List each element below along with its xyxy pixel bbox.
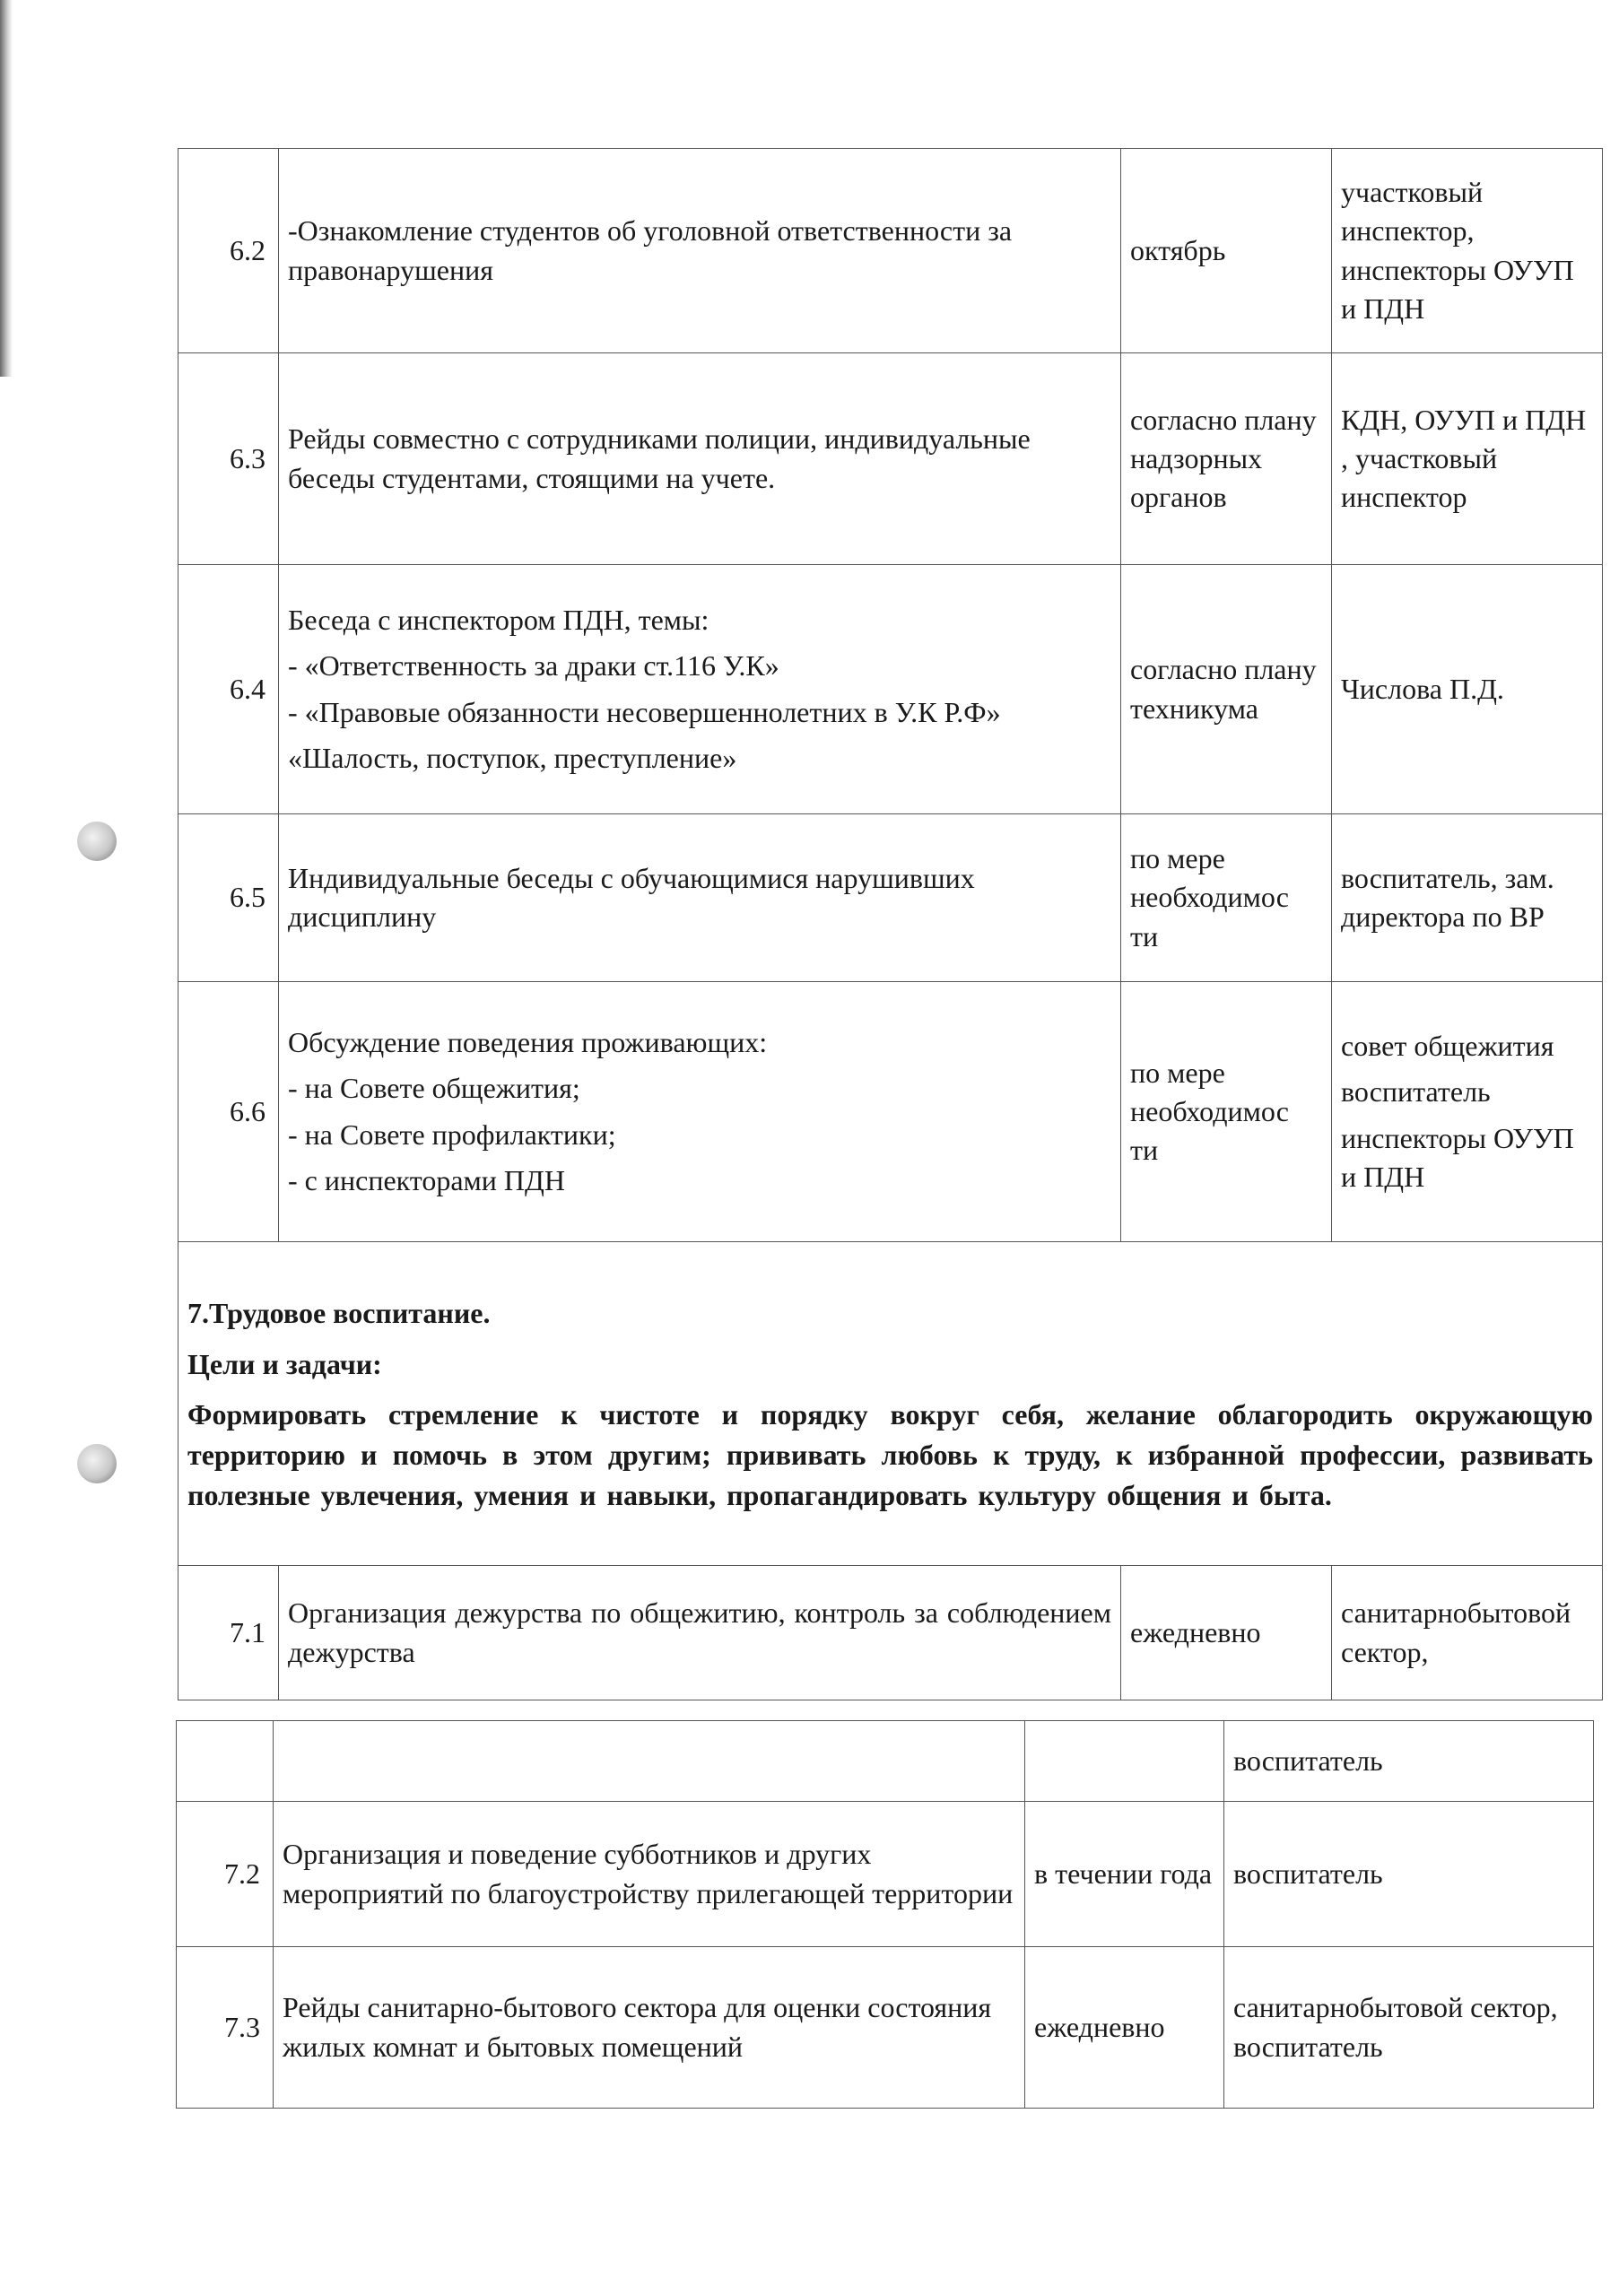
plan-table-bottom <box>176 1720 1594 2109</box>
period-cell <box>1025 1947 1224 2109</box>
responsible-cell <box>1332 353 1603 565</box>
responsible-cell <box>1332 565 1603 814</box>
responsible-line: воспитатель, зам. директора по ВР <box>1341 861 1554 933</box>
table-row <box>178 149 1603 353</box>
table-row <box>177 1802 1594 1947</box>
activity-cell <box>274 1802 1025 1947</box>
activity-line: Рейды санитарно-бытового сектора для оценки состояния жилых комнат и бытовых помещений <box>283 1991 992 2063</box>
responsible-cell <box>1224 1721 1594 1802</box>
activity-line: -Ознакомление студентов об уголовной ответственности за правонарушения <box>288 214 1013 286</box>
period-line: по мере необходимос ти <box>1130 1056 1289 1167</box>
row-number <box>177 1721 274 1802</box>
activity-line: - на Совете профилактики; <box>288 1118 616 1151</box>
activity-line: Обсуждение поведения проживающих: <box>288 1026 768 1059</box>
plan-table-top <box>178 148 1603 1700</box>
activity-line: Организация и поведение субботников и других мероприятий по благоустройству прилегающей территории <box>283 1838 1014 1909</box>
table-row <box>177 1947 1594 2109</box>
activity-line: Рейды совместно с сотрудниками полиции, индивидуальные беседы студентами, стоящими на учете. <box>288 422 1031 494</box>
row-number: 7.1 <box>178 1566 279 1700</box>
activity-cell <box>274 1721 1025 1802</box>
section-title: 7.Трудовое воспитание. <box>187 1296 491 1329</box>
activity-cell <box>279 982 1121 1242</box>
table-row <box>177 1721 1594 1802</box>
table-row <box>178 565 1603 814</box>
row-number: 6.5 <box>178 814 279 982</box>
responsible-cell: санитарнобытовой сектор, <box>1332 1566 1603 1700</box>
activity-cell <box>279 353 1121 565</box>
period-cell <box>1025 1802 1224 1947</box>
responsible-cell <box>1224 1802 1594 1947</box>
table-row <box>178 353 1603 565</box>
activity-line: Индивидуальные беседы с обучающимися нарушивших дисциплину <box>288 861 975 933</box>
scan-shadow-edge <box>0 0 13 377</box>
table-row <box>178 982 1603 1242</box>
activity-cell: Организация дежурства по общежитию, контроль за соблюдением дежурства <box>279 1566 1121 1700</box>
activity-line: Беседа с инспектором ПДН, темы: <box>288 604 709 637</box>
period-cell <box>1121 353 1332 565</box>
activity-line: - «Правовые обязанности несовершеннолетних в У.К Р.Ф» <box>288 695 1001 728</box>
period-cell <box>1121 814 1332 982</box>
period-line: октябрь <box>1130 233 1226 266</box>
activity-cell <box>274 1947 1025 2109</box>
period-line: ежедневно <box>1034 2010 1165 2043</box>
row-number: 6.4 <box>178 565 279 814</box>
period-line: согласно плану техникума <box>1130 653 1317 725</box>
period-cell <box>1121 565 1332 814</box>
activity-line: «Шалость, поступок, преступление» <box>288 741 737 774</box>
punch-hole <box>77 1444 117 1483</box>
responsible-line: воспитатель <box>1233 1744 1383 1777</box>
section-7-header-row <box>178 1242 1603 1566</box>
table-row <box>178 1566 1603 1700</box>
period-line: по мере необходимос ти <box>1130 842 1289 952</box>
row-number: 7.2 <box>177 1802 274 1947</box>
activity-line: - на Совете общежития; <box>288 1072 580 1105</box>
period-line: в течении года <box>1034 1857 1213 1890</box>
section-7-cell <box>178 1242 1603 1566</box>
responsible-cell <box>1224 1947 1594 2109</box>
section-subtitle: Цели и задачи: <box>187 1347 382 1380</box>
responsible-line: инспекторы ОУУП и ПДН <box>1341 1121 1574 1193</box>
responsible-line: КДН, ОУУП и ПДН , участковый инспектор <box>1341 403 1587 514</box>
activity-cell <box>279 565 1121 814</box>
responsible-line: санитарнобытовой сектор, воспитатель <box>1233 1991 1558 2063</box>
activity-cell <box>279 814 1121 982</box>
responsible-cell <box>1332 982 1603 1242</box>
punch-hole <box>77 822 117 861</box>
responsible-line: воспитатель <box>1341 1075 1491 1109</box>
activity-line: - «Ответственность за драки ст.116 У.К» <box>288 649 779 683</box>
activity-cell <box>279 149 1121 353</box>
row-number: 6.3 <box>178 353 279 565</box>
section-goal-text: Формировать стремление к чистоте и порядку вокруг себя, желание облагородить окружающую территорию и помочь в этом другим; прививать любовь к труду, к избранной профессии, развивать полезные увлечения, умения и навыки, пропагандировать культуру общения и быта. <box>187 1397 1593 1511</box>
responsible-line: Числова П.Д. <box>1341 672 1504 705</box>
responsible-cell <box>1332 149 1603 353</box>
period-cell <box>1121 149 1332 353</box>
period-line: согласно плану надзорных органов <box>1130 403 1317 514</box>
responsible-line: совет общежития <box>1341 1030 1554 1063</box>
period-cell: ежедневно <box>1121 1566 1332 1700</box>
period-cell <box>1121 982 1332 1242</box>
responsible-line: воспитатель <box>1233 1857 1383 1890</box>
responsible-cell <box>1332 814 1603 982</box>
period-cell <box>1025 1721 1224 1802</box>
responsible-line: участковый инспектор, инспекторы ОУУП и ПДН <box>1341 176 1574 325</box>
table-row <box>178 814 1603 982</box>
row-number: 7.3 <box>177 1947 274 2109</box>
activity-line: - с инспекторами ПДН <box>288 1163 565 1196</box>
row-number: 6.2 <box>178 149 279 353</box>
row-number: 6.6 <box>178 982 279 1242</box>
